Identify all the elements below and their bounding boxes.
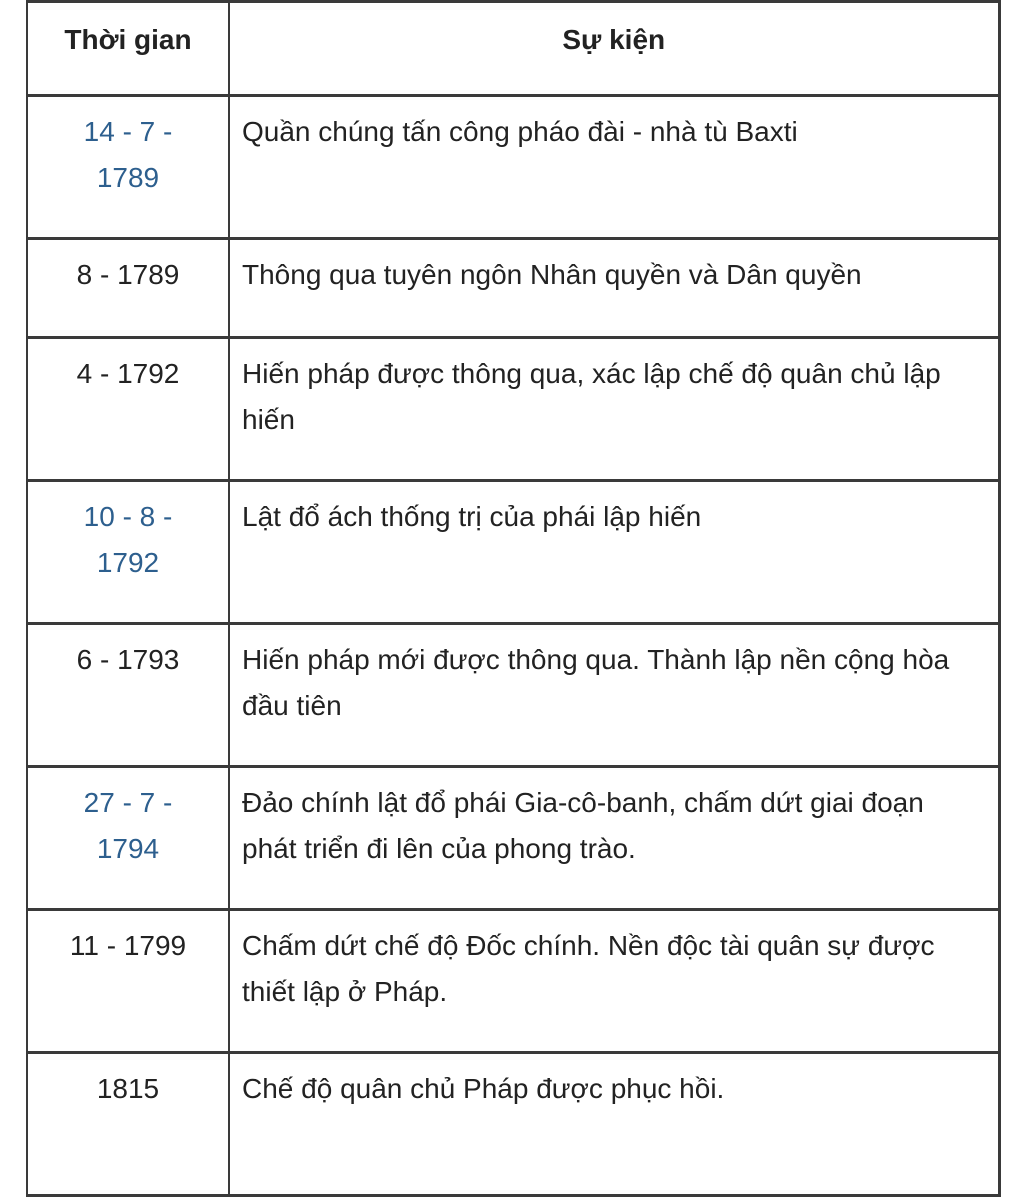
- table-row: [27, 1053, 999, 1196]
- row-event: Hiến pháp mới được thông qua. Thành lập nền cộng hòa đầu tiên: [229, 624, 999, 767]
- row-event: Đảo chính lật đổ phái Gia-cô-banh, chấm dứt giai đoạn phát triển đi lên của phong trào.: [229, 767, 999, 910]
- table-header-row: [27, 2, 999, 96]
- header-time: Thời gian: [27, 2, 229, 96]
- history-table-container: [26, 0, 998, 1197]
- row-event: Thông qua tuyên ngôn Nhân quyền và Dân quyền: [229, 239, 999, 338]
- header-event: Sự kiện: [229, 2, 999, 96]
- table-row: [27, 624, 999, 767]
- table-row: [27, 910, 999, 1053]
- row-event: Lật đổ ách thống trị của phái lập hiến: [229, 481, 999, 624]
- row-event: Chấm dứt chế độ Đốc chính. Nền độc tài quân sự được thiết lập ở Pháp.: [229, 910, 999, 1053]
- row-event: Hiến pháp được thông qua, xác lập chế độ quân chủ lập hiến: [229, 338, 999, 481]
- row-time: 6 - 1793: [27, 624, 229, 767]
- history-table: [26, 0, 1001, 1197]
- table-row: [27, 239, 999, 338]
- row-time: 4 - 1792: [27, 338, 229, 481]
- row-time-link[interactable]: 14 - 7 - 1789: [27, 96, 229, 239]
- row-time: 1815: [27, 1053, 229, 1196]
- row-event: Chế độ quân chủ Pháp được phục hồi.: [229, 1053, 999, 1196]
- row-time: 11 - 1799: [27, 910, 229, 1053]
- table-row: [27, 481, 999, 624]
- table-row: [27, 767, 999, 910]
- row-time-link[interactable]: 10 - 8 - 1792: [27, 481, 229, 624]
- row-time: 8 - 1789: [27, 239, 229, 338]
- row-event: Quần chúng tấn công pháo đài - nhà tù Baxti: [229, 96, 999, 239]
- table-row: [27, 338, 999, 481]
- row-time-link[interactable]: 27 - 7 - 1794: [27, 767, 229, 910]
- table-row: [27, 96, 999, 239]
